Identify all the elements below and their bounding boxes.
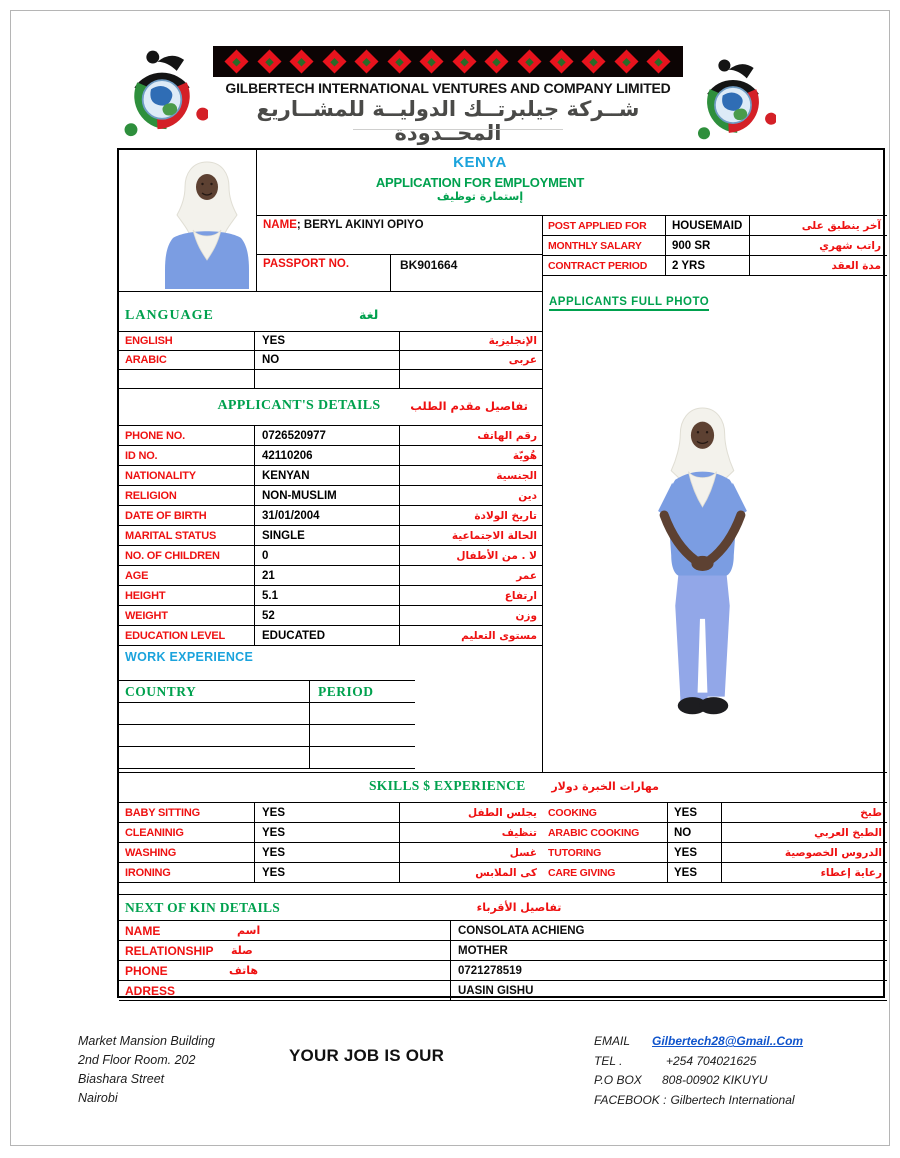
- language-table: [119, 332, 542, 389]
- table-row: [119, 426, 542, 446]
- field-label: BABY SITTING: [125, 806, 201, 819]
- field-label: RELATIONSHIP: [125, 943, 214, 958]
- passport-value: BK901664: [400, 258, 458, 272]
- address-line: 2nd Floor Room. 202: [78, 1053, 196, 1067]
- field-label-arabic: الطبخ العربي: [814, 826, 882, 839]
- field-label-arabic: الإنجليزية: [488, 335, 537, 347]
- table-row: [119, 703, 415, 725]
- table-row: [542, 843, 887, 863]
- name-row: [257, 215, 542, 255]
- table-row: [119, 921, 887, 941]
- details-table: [119, 425, 542, 646]
- table-row: [119, 803, 542, 823]
- field-label: CONTRACT PERIOD: [548, 259, 648, 272]
- field-value: UASIN GISHU: [450, 981, 887, 1000]
- language-section-heading: [119, 300, 542, 332]
- field-label-arabic: كى الملابس: [475, 866, 537, 879]
- table-row: [119, 981, 887, 1001]
- address-line: Nairobi: [78, 1091, 118, 1105]
- field-label: HEIGHT: [125, 589, 166, 602]
- field-label: TUTORING: [548, 846, 602, 859]
- pobox-value: 808-00902 KIKUYU: [662, 1073, 768, 1087]
- table-row: [119, 626, 542, 646]
- language-title-arabic: لغة: [359, 307, 379, 322]
- table-row: [119, 446, 542, 466]
- field-value: YES: [254, 803, 400, 822]
- country-title: KENYA: [453, 154, 507, 171]
- field-value: SINGLE: [254, 526, 400, 545]
- language-title: LANGUAGE: [125, 308, 214, 323]
- address-line: Market Mansion Building: [78, 1034, 215, 1048]
- field-label: CLEANINIG: [125, 826, 184, 839]
- field-value: 52: [254, 606, 400, 625]
- table-row: [119, 526, 542, 546]
- field-value: [254, 370, 400, 388]
- field-label: WASHING: [125, 846, 177, 859]
- company-logo-right: [690, 55, 776, 143]
- details-title: APPLICANT'S DETAILS: [217, 398, 381, 413]
- contact-row: [594, 1071, 834, 1091]
- table-row: [542, 803, 887, 823]
- country-header: COUNTRY: [119, 681, 310, 702]
- field-value: KENYAN: [254, 466, 400, 485]
- field-value: 2 YRS: [665, 256, 750, 275]
- field-value: YES: [667, 863, 722, 882]
- contact-row: [594, 1091, 834, 1111]
- work-experience-table: [119, 680, 415, 769]
- facebook-value: Gilbertech International: [670, 1092, 795, 1107]
- slogan: YOUR JOB IS OUR: [289, 1046, 445, 1065]
- field-label-arabic: رقم الهاتف: [477, 429, 537, 442]
- field-label: ARABIC: [125, 354, 167, 366]
- field-value: HOUSEMAID: [665, 216, 750, 235]
- table-row: [119, 606, 542, 626]
- form-title: APPLICATION FOR EMPLOYMENT: [375, 175, 585, 190]
- field-label: DATE OF BIRTH: [125, 509, 207, 522]
- field-label: NO. OF CHILDREN: [125, 549, 220, 562]
- field-label-arabic: رعاية إعطاء: [820, 866, 882, 879]
- diamond-ornament: [257, 49, 281, 73]
- field-value: NON-MUSLIM: [254, 486, 400, 505]
- field-label: POST APPLIED FOR: [548, 219, 647, 232]
- field-value: NO: [254, 351, 400, 369]
- table-row: [119, 486, 542, 506]
- field-label: AGE: [125, 569, 149, 582]
- field-label: ARABIC COOKING: [548, 826, 640, 839]
- table-row: [542, 216, 887, 236]
- divider: [119, 772, 887, 773]
- field-label: RELIGION: [125, 489, 177, 502]
- diamond-ornament: [322, 49, 346, 73]
- field-label-arabic: عمر: [516, 569, 537, 582]
- field-label-arabic: آخر ينطبق على: [801, 219, 881, 232]
- passport-label: PASSPORT NO.: [257, 255, 391, 291]
- table-row: [119, 863, 542, 883]
- table-row: [119, 566, 542, 586]
- field-value: 0721278519: [450, 961, 887, 980]
- field-value: EDUCATED: [254, 626, 400, 645]
- field-label: ID NO.: [125, 449, 158, 462]
- field-value: YES: [667, 803, 722, 822]
- post-table: [542, 215, 887, 276]
- table-header-row: [119, 681, 415, 703]
- field-value: 0726520977: [254, 426, 400, 445]
- contact-row: [594, 1052, 834, 1072]
- company-name: GILBERTECH INTERNATIONAL VENTURES AND COMPANY LIMITED: [225, 80, 671, 96]
- field-label-arabic: دين: [518, 489, 537, 502]
- table-row: [119, 546, 542, 566]
- field-label-arabic: طبخ: [860, 806, 882, 819]
- diamond-ornament: [387, 49, 411, 73]
- table-row: [119, 506, 542, 526]
- applicant-full-body-photo: [644, 402, 762, 740]
- field-label: ADRESS: [125, 983, 176, 998]
- field-value: YES: [254, 843, 400, 862]
- diamond-ornament: [355, 49, 379, 73]
- diamond-ornament: [517, 49, 541, 73]
- field-label-arabic: الدروس الخصوصية: [784, 846, 882, 859]
- name-label: NAME: [263, 219, 297, 231]
- field-label-arabic: الحالة الاجتماعية: [451, 529, 537, 542]
- field-label-arabic: مدة العقد: [831, 259, 881, 272]
- field-value: 5.1: [254, 586, 400, 605]
- name-value: ; BERYL AKINYI OPIYO: [296, 219, 424, 231]
- facebook-label: FACEBOOK :: [594, 1092, 667, 1107]
- diamond-ornament: [290, 49, 314, 73]
- field-value: YES: [254, 823, 400, 842]
- table-row: [119, 332, 542, 351]
- tel-label: TEL .: [594, 1053, 623, 1068]
- diamond-ornament: [225, 49, 249, 73]
- divider: [353, 129, 563, 130]
- diamond-ornament: [420, 49, 444, 73]
- passport-row: [257, 255, 542, 292]
- contact-info: [594, 1032, 834, 1110]
- field-label: CARE GIVING: [548, 866, 616, 879]
- field-label: NATIONALITY: [125, 469, 196, 482]
- field-label-arabic: الجنسية: [496, 469, 537, 482]
- contact-row: [594, 1032, 834, 1052]
- field-label: IRONING: [125, 866, 171, 879]
- table-row: [119, 747, 415, 769]
- field-label: COOKING: [548, 806, 597, 819]
- field-value: 900 SR: [665, 236, 750, 255]
- form-title-arabic: إستمارة توظيف: [436, 190, 524, 203]
- field-label-arabic: عربى: [508, 354, 537, 366]
- diamond-ornament: [452, 49, 476, 73]
- kin-title: NEXT OF KIN DETAILS: [125, 900, 281, 915]
- pobox-label: P.O BOX: [594, 1073, 642, 1087]
- work-experience-title: WORK EXPERIENCE: [125, 650, 254, 664]
- field-label-arabic: هاتف: [229, 964, 258, 977]
- kin-table: [119, 920, 887, 1001]
- field-label: ENGLISH: [125, 335, 173, 347]
- field-value: MOTHER: [450, 941, 887, 960]
- full-photo-label: APPLICANTS FULL PHOTO: [549, 296, 709, 311]
- details-title-arabic: تفاصيل مقدم الطلب: [410, 399, 528, 413]
- table-row: [119, 843, 542, 863]
- field-value: YES: [254, 863, 400, 882]
- diamond-ornament: [549, 49, 573, 73]
- field-label-arabic: لا . من الأطفال: [456, 549, 537, 562]
- table-row: [542, 256, 887, 276]
- details-section-heading: [119, 389, 542, 425]
- email-link[interactable]: Gilbertech28@Gmail..Com: [652, 1034, 804, 1048]
- field-label-arabic: يجلس الطفل: [468, 806, 537, 819]
- field-label-arabic: مستوى التعليم: [461, 629, 537, 642]
- diamond-ornament: [485, 49, 509, 73]
- field-value: NO: [667, 823, 722, 842]
- form-heading: [257, 154, 703, 215]
- skills-table-right: [542, 802, 887, 883]
- table-row: [119, 466, 542, 486]
- diamond-ornament: [582, 49, 606, 73]
- field-label-arabic: غسل: [509, 846, 537, 859]
- field-label-arabic: تنظيف: [501, 826, 537, 839]
- field-label: MONTHLY SALARY: [548, 239, 642, 252]
- diamond-ornament: [647, 49, 671, 73]
- table-row: [119, 351, 542, 370]
- kin-title-arabic: تفاصيل الأقرباء: [476, 901, 562, 914]
- divider: [542, 215, 543, 772]
- address-line: Biashara Street: [78, 1072, 165, 1086]
- kin-section-heading: [119, 894, 887, 920]
- table-row: [119, 725, 415, 747]
- field-label: NAME: [125, 923, 161, 938]
- table-row: [542, 863, 887, 883]
- office-address: [78, 1032, 215, 1108]
- skills-title: SKILLS $ EXPERIENCE: [369, 778, 526, 793]
- table-row: [119, 941, 887, 961]
- company-name-arabic: شــركة جيلبرتــك الدوليــة للمشــاريع المحــدودة: [256, 97, 640, 145]
- application-form: [117, 148, 885, 998]
- field-value: CONSOLATA ACHIENG: [450, 921, 887, 940]
- table-row: [119, 961, 887, 981]
- table-row: [119, 586, 542, 606]
- field-value: 21: [254, 566, 400, 585]
- field-label: WEIGHT: [125, 609, 168, 622]
- diamond-ornament: [614, 49, 638, 73]
- tel-value: +254 704021625: [666, 1053, 757, 1068]
- table-row: [542, 823, 887, 843]
- field-label: PHONE NO.: [125, 429, 185, 442]
- field-value: 42110206: [254, 446, 400, 465]
- field-label-arabic: وزن: [515, 609, 537, 622]
- company-logo-left: [116, 46, 208, 140]
- field-value: YES: [254, 332, 400, 350]
- field-label-arabic: هُويّة: [512, 449, 537, 462]
- field-value: 31/01/2004: [254, 506, 400, 525]
- field-label: MARITAL STATUS: [125, 529, 217, 542]
- period-header: PERIOD: [318, 683, 374, 699]
- table-row: [542, 236, 887, 256]
- table-row: [119, 370, 542, 389]
- email-label: EMAIL: [594, 1034, 631, 1048]
- field-label: EDUCATION LEVEL: [125, 629, 226, 642]
- table-row: [119, 823, 542, 843]
- skills-table-left: [119, 802, 542, 883]
- field-label: PHONE: [125, 963, 168, 978]
- field-value: 0: [254, 546, 400, 565]
- applicant-portrait-photo: [119, 150, 257, 292]
- field-value: YES: [667, 843, 722, 862]
- skills-title-arabic: مهارات الخبرة دولار: [551, 780, 659, 793]
- field-label-arabic: اسم: [237, 924, 261, 937]
- field-label-arabic: راتب شهري: [819, 239, 881, 252]
- field-label-arabic: تاريخ الولادة: [474, 509, 537, 522]
- field-label-arabic: صلة: [231, 944, 253, 957]
- ornament-band: [213, 46, 683, 77]
- field-label-arabic: ارتفاع: [504, 589, 537, 602]
